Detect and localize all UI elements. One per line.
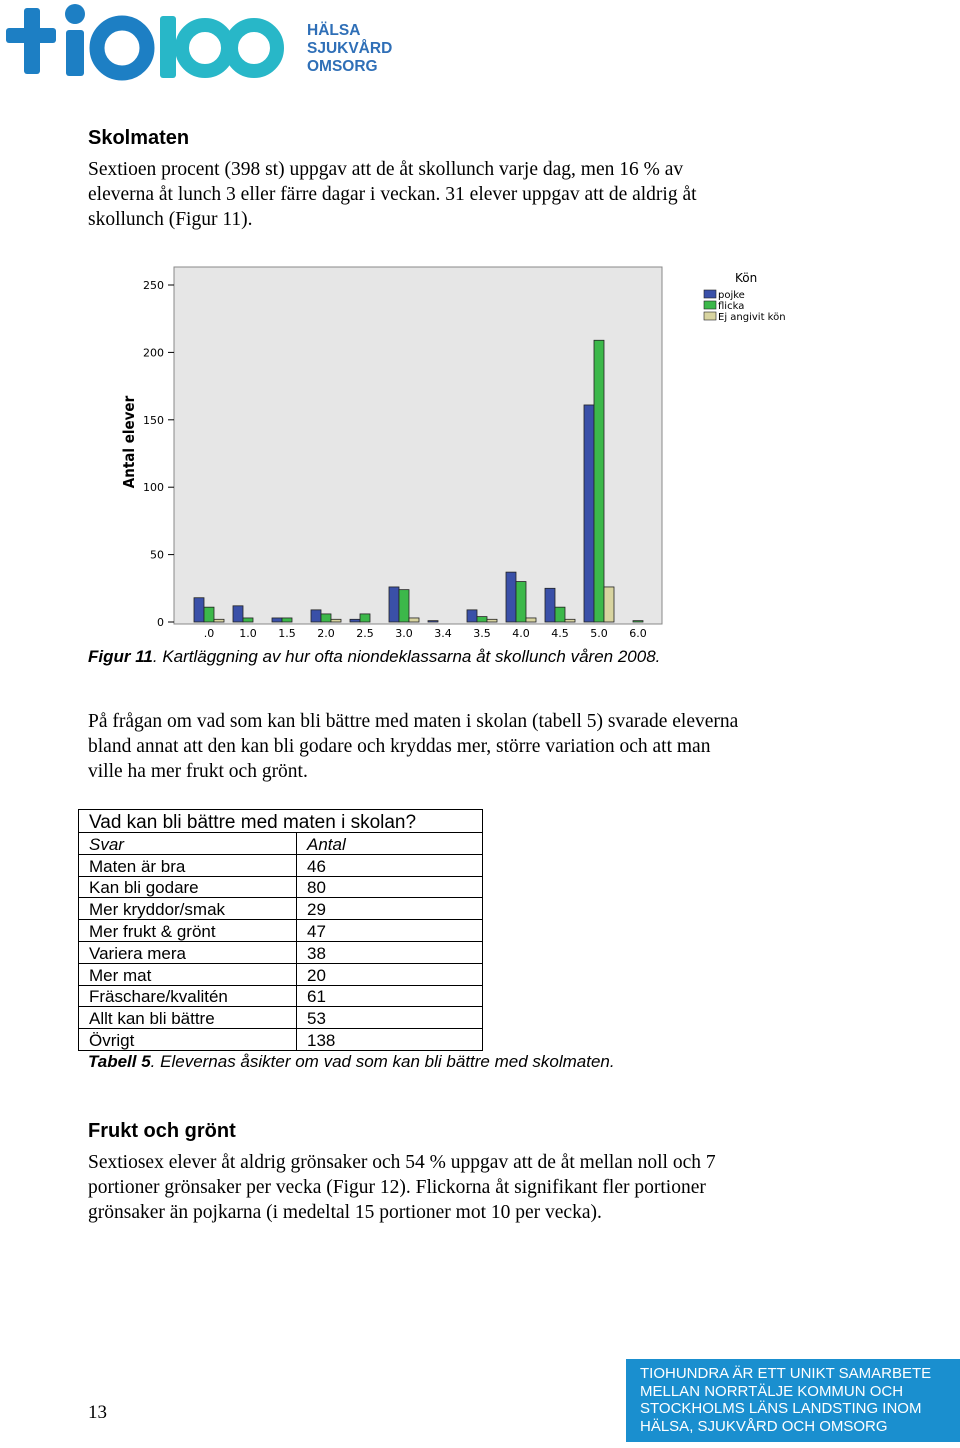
section-heading-frukt-och-gront: Frukt och grönt	[88, 1120, 236, 1142]
paragraph-line: grönsaker än pojkarna (i medeltal 15 portioner mot 10 per vecka).	[88, 1202, 602, 1223]
table-row	[79, 898, 483, 920]
bar-pojke	[272, 618, 282, 622]
paragraph-line: eleverna åt lunch 3 eller färre dagar i veckan. 31 elever uppgav att de aldrig åt	[88, 184, 697, 205]
footer-info-box	[626, 1359, 960, 1442]
x-tick-label: 2.5	[356, 627, 374, 640]
bar-pojke	[584, 405, 594, 622]
legend-swatch	[704, 301, 716, 309]
section-heading-skolmaten: Skolmaten	[88, 127, 190, 149]
paragraph-line: bland annat att den kan bli godare och kryddas mer, större variation och att man	[88, 736, 711, 757]
table-cell-svar: Variera mera	[79, 941, 297, 963]
y-tick-label: 100	[143, 481, 164, 495]
paragraph-line: På frågan om vad som kan bli bättre med maten i skolan (tabell 5) svarade eleverna	[88, 711, 739, 732]
table-cell-svar: Mer mat	[79, 963, 297, 985]
page-number: 13	[88, 1402, 107, 1423]
table-cell-antal: 61	[297, 985, 483, 1007]
table-cell-svar: Kan bli godare	[79, 876, 297, 898]
legend-swatch	[704, 290, 716, 298]
table-cell-antal: 53	[297, 1007, 483, 1029]
bar-flicka	[282, 618, 292, 622]
bar-flicka	[243, 618, 253, 622]
table-title: Vad kan bli bättre med maten i skolan?	[79, 810, 483, 833]
logo-subtitle-2: SJUKVÅRD	[307, 40, 393, 57]
bar-pojke	[389, 587, 399, 622]
bar-ej-angivit-kön	[487, 619, 497, 622]
bar-flicka	[204, 607, 214, 622]
bar-chart-skollunch	[110, 262, 810, 647]
figure-caption-text: . Kartläggning av hur ofta niondeklassarna åt skollunch våren 2008.	[152, 647, 661, 666]
footer-line: MELLAN NORRTÄLJE KOMMUN OCH	[640, 1382, 904, 1400]
table-caption-label: Tabell 5	[88, 1052, 151, 1071]
table-cell-svar: Maten är bra	[79, 854, 297, 876]
table-cell-antal: 80	[297, 876, 483, 898]
table-cell-antal: 47	[297, 920, 483, 942]
x-tick-label: 2.0	[317, 627, 335, 640]
y-axis	[143, 279, 174, 629]
figure-caption	[88, 647, 660, 667]
table-cell-svar: Allt kan bli bättre	[79, 1007, 297, 1029]
table-cell-antal: 20	[297, 963, 483, 985]
table-cell-svar: Mer frukt & grönt	[79, 920, 297, 942]
y-tick-label: 0	[157, 616, 164, 629]
bar-pojke	[194, 598, 204, 622]
tio100-logo-mark	[2, 0, 302, 86]
bar-ej-angivit-kön	[214, 619, 224, 622]
bar-flicka	[633, 621, 643, 622]
table-header-antal: Antal	[297, 833, 483, 855]
table-row	[79, 941, 483, 963]
paragraph-skolmaten	[88, 157, 697, 232]
paragraph-line: portioner grönsaker per vecka (Figur 12). Flickorna åt signifikant fler portioner	[88, 1177, 706, 1198]
x-tick-label: 3.4	[434, 627, 452, 640]
footer-line: TIOHUNDRA ÄR ETT UNIKT SAMARBETE	[640, 1365, 932, 1382]
table-cell-antal: 46	[297, 854, 483, 876]
bar-flicka	[555, 607, 565, 622]
table-row	[79, 876, 483, 898]
figure-caption-label: Figur 11	[88, 647, 153, 666]
table-row	[79, 854, 483, 876]
logo-subtitle-1: HÄLSA	[307, 22, 361, 39]
bar-pojke	[506, 572, 516, 622]
bar-pojke	[545, 588, 555, 622]
table-row	[79, 1029, 483, 1051]
table-row	[79, 920, 483, 942]
table-cell-antal: 29	[297, 898, 483, 920]
table-cell-svar: Mer kryddor/smak	[79, 898, 297, 920]
paragraph-line: skollunch (Figur 11).	[88, 209, 253, 230]
table-cell-antal: 138	[297, 1029, 483, 1051]
x-tick-label: 4.5	[551, 627, 569, 640]
table-caption-text: . Elevernas åsikter om vad som kan bli bättre med skolmaten.	[150, 1052, 615, 1071]
x-tick-label: 1.5	[278, 627, 296, 640]
table-caption	[88, 1052, 615, 1072]
footer-line: HÄLSA, SJUKVÅRD OCH OMSORG	[640, 1417, 888, 1435]
table-row	[79, 963, 483, 985]
table-cell-antal: 38	[297, 941, 483, 963]
bar-ej-angivit-kön	[331, 619, 341, 622]
table-row	[79, 985, 483, 1007]
bar-pojke	[350, 619, 360, 622]
y-tick-label: 250	[143, 279, 164, 292]
bar-pojke	[467, 610, 477, 622]
paragraph-line: Sextiosex elever åt aldrig grönsaker och 54 % uppgav att de åt mellan noll och 7	[88, 1152, 716, 1173]
bar-flicka	[399, 590, 409, 622]
x-tick-label: 1.0	[239, 627, 257, 640]
bar-ej-angivit-kön	[604, 587, 614, 622]
legend-label: Ej angivit kön	[718, 312, 786, 323]
bar-flicka	[360, 614, 370, 622]
x-tick-label: 4.0	[512, 627, 530, 640]
table-header-svar: Svar	[79, 833, 297, 855]
paragraph-fragan	[88, 709, 738, 784]
footer-line: STOCKHOLMS LÄNS LANDSTING INOM	[640, 1400, 922, 1417]
legend-label: pojke	[718, 290, 745, 301]
bar-flicka	[516, 582, 526, 622]
y-axis-label: Antal elever	[120, 395, 138, 489]
table-cell-svar: Övrigt	[79, 1029, 297, 1051]
legend-title: Kön	[735, 271, 758, 285]
table-row	[79, 1007, 483, 1029]
y-tick-label: 200	[143, 346, 164, 360]
x-tick-label: 6.0	[629, 627, 647, 640]
bar-pojke	[233, 606, 243, 622]
bar-flicka	[477, 617, 487, 622]
paragraph-frukt-och-gront	[88, 1150, 716, 1225]
x-axis	[204, 627, 647, 640]
logo-subtitle-3: OMSORG	[307, 58, 378, 75]
x-tick-label: .0	[203, 627, 215, 640]
bar-ej-angivit-kön	[565, 619, 575, 622]
legend-label: flicka	[718, 301, 745, 312]
x-tick-label: 3.0	[395, 627, 413, 640]
bar-pojke	[311, 610, 321, 622]
x-tick-label: 3.5	[473, 627, 491, 640]
legend-swatch	[704, 312, 716, 320]
bar-pojke	[428, 621, 438, 622]
legend	[704, 271, 786, 323]
y-tick-label: 150	[143, 413, 164, 427]
bar-ej-angivit-kön	[409, 618, 419, 622]
bar-flicka	[594, 340, 604, 622]
paragraph-line: ville ha mer frukt och grönt.	[88, 761, 308, 782]
tiohundra-logo	[2, 0, 422, 86]
table-forbattringar	[78, 809, 483, 1051]
paragraph-line: Sextioen procent (398 st) uppgav att de åt skollunch varje dag, men 16 % av	[88, 159, 684, 180]
y-tick-label: 50	[150, 548, 164, 562]
bar-ej-angivit-kön	[526, 618, 536, 622]
bar-flicka	[321, 614, 331, 622]
x-tick-label: 5.0	[590, 627, 608, 640]
table-cell-svar: Fräschare/kvalitén	[79, 985, 297, 1007]
